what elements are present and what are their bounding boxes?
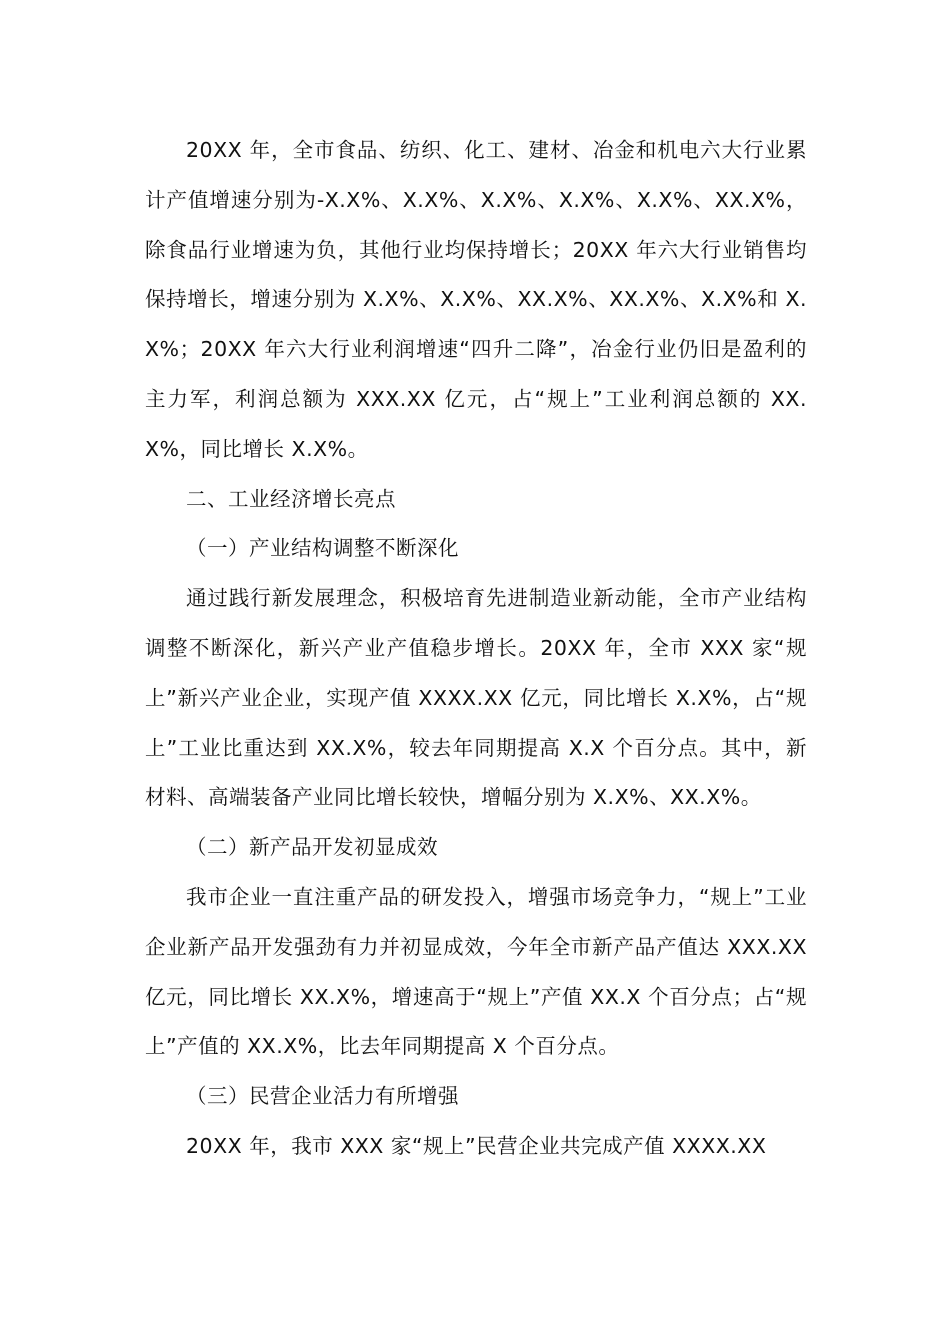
subheading-industrial-structure: （一）产业结构调整不断深化 <box>186 536 459 561</box>
paragraph-new-products: 我市企业一直注重产品的研发投入，增强市场竞争力，“规上”工业企业新产品开发强劲有力并初显成效，今年全市新产品产值达 XXX.XX 亿元，同比增长 XX.X%，增速高于“规上”产值 XX.X 个百分点；占“规上”产值的 XX.X%，比去年同期提高 X 个百分点。 <box>145 884 807 1059</box>
subheading-private-enterprises: （三）民营企业活力有所增强 <box>186 1084 459 1109</box>
paragraph-industrial-structure: 通过践行新发展理念，积极培育先进制造业新动能，全市产业结构调整不断深化，新兴产业产值稳步增长。20XX 年，全市 XXX 家“规上”新兴产业企业，实现产值 XXXX.XX 亿元，同比增长 X.X%，占“规上”工业比重达到 XX.X%，较去年同期提高 X.X 个百分点。其中，新材料、高端装备产业同比增长较快，增幅分别为 X.X%、XX.X%。 <box>145 586 807 810</box>
document-body <box>145 126 807 1172</box>
paragraph-industry-growth: 20XX 年，全市食品、纺织、化工、建材、冶金和机电六大行业累计产值增速分别为-X.X%、X.X%、X.X%、X.X%、X.X%、XX.X%，除食品行业增速为负，其他行业均保持增长；20XX 年六大行业销售均保持增长，增速分别为 X.X%、X.X%、XX.X%、XX.X%、X.X%和 X.X%；20XX 年六大行业利润增速“四升二降”，冶金行业仍旧是盈利的主力军，利润总额为 XXX.XX 亿元，占“规上”工业利润总额的 XX.X%，同比增长 X.X%。 <box>145 138 807 461</box>
section-heading-growth-highlights: 二、工业经济增长亮点 <box>186 486 396 511</box>
paragraph-private-enterprises: 20XX 年，我市 XXX 家“规上”民营企业共完成产值 XXXX.XX <box>186 1133 767 1158</box>
subheading-new-products: （二）新产品开发初显成效 <box>186 835 438 860</box>
